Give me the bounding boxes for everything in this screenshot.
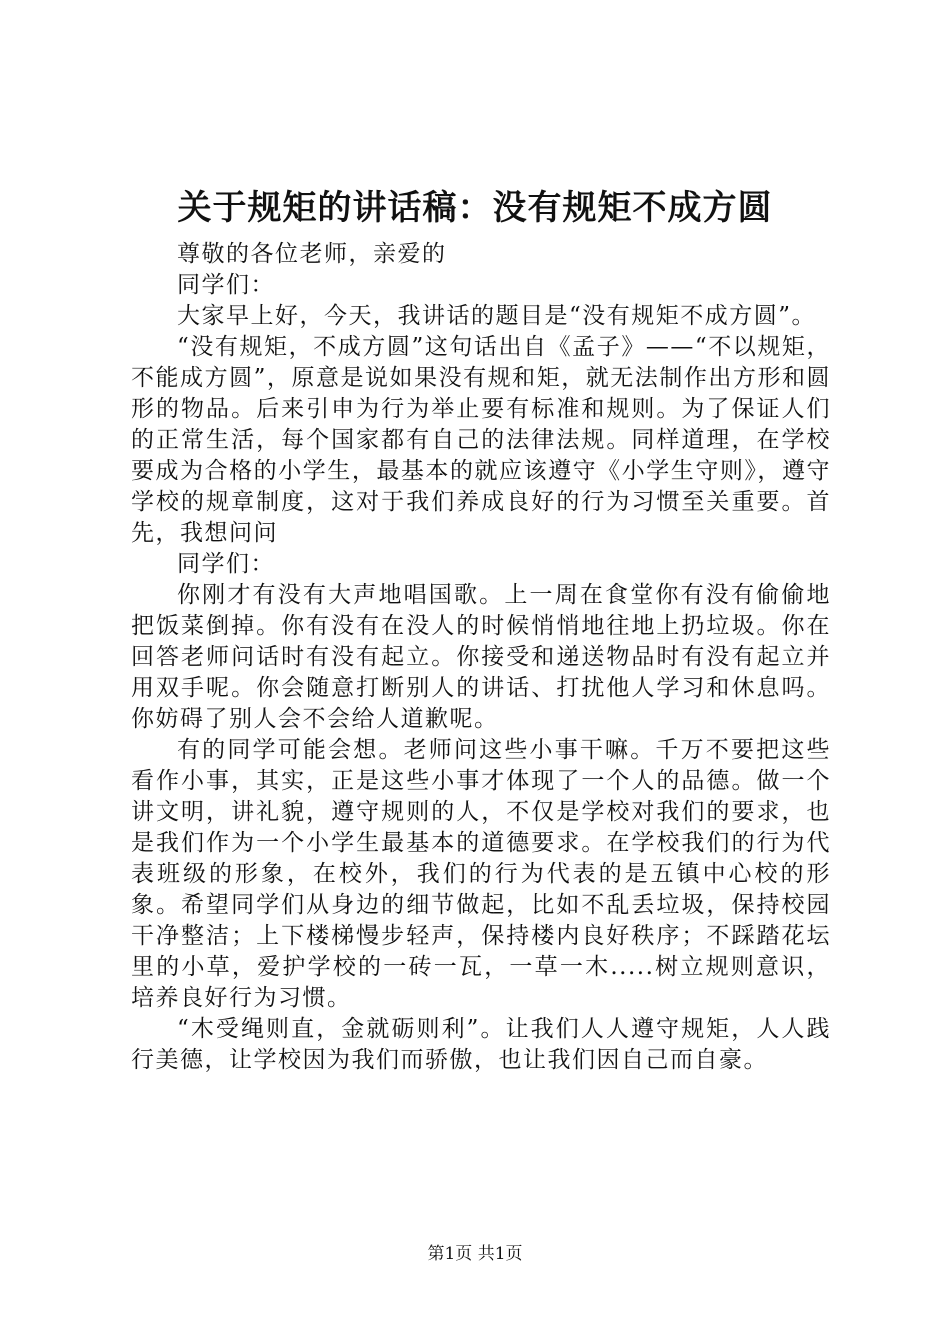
address-paragraph: 同学们：	[177, 551, 275, 577]
document-title: 关于规矩的讲话稿：没有规矩不成方圆	[177, 188, 773, 228]
body-paragraph: 你刚才有没有大声地唱国歌。上一周在食堂你有没有偷偷地把饭菜倒掉。你有没有在没人的时候悄悄地往地上扔垃圾。你在回答老师问话时有没有起立。你接受和递送物品时有没有起立并用双手呢。你会随意打断别人的讲话、打扰他人学习和休息吗。你妨碍了别人会不会给人道歉呢。	[131, 582, 831, 732]
greeting-continuation: 同学们：	[177, 272, 275, 298]
opening-paragraph: 大家早上好，今天，我讲话的题目是“没有规矩不成方圆”。	[177, 303, 817, 329]
document-body	[131, 239, 831, 1076]
body-paragraph: “没有规矩，不成方圆”这句话出自《孟子》——“不以规矩，不能成方圆”，原意是说如果没有规和矩，就无法制作出方形和圆形的物品。后来引申为行为举止要有标准和规则。为了保证人们的正常生活，每个国家都有自己的法律法规。同样道理，在学校要成为合格的小学生，最基本的就应该遵守《小学生守则》，遵守学校的规章制度，这对于我们养成良好的行为习惯至关重要。首先，我想问问	[131, 334, 831, 546]
body-paragraph: 有的同学可能会想。老师问这些小事干嘛。千万不要把这些看作小事，其实，正是这些小事才体现了一个人的品德。做一个讲文明，讲礼貌，遵守规则的人，不仅是学校对我们的要求，也是我们作为一个小学生最基本的道德要求。在学校我们的行为代表班级的形象，在校外，我们的行为代表的是五镇中心校的形象。希望同学们从身边的细节做起，比如不乱丢垃圾，保持校园干净整洁；上下楼梯慢步轻声，保持楼内良好秩序；不踩踏花坛里的小草，爱护学校的一砖一瓦，一草一木.....树立规则意识，培养良好行为习惯。	[131, 737, 831, 1011]
closing-paragraph: “木受绳则直，金就砺则利”。让我们人人遵守规矩，人人践行美德，让学校因为我们而骄傲，也让我们因自己而自豪。	[131, 1016, 831, 1073]
page-footer: 第1页 共1页	[427, 1244, 523, 1264]
greeting-paragraph: 尊敬的各位老师，亲爱的	[177, 241, 447, 267]
